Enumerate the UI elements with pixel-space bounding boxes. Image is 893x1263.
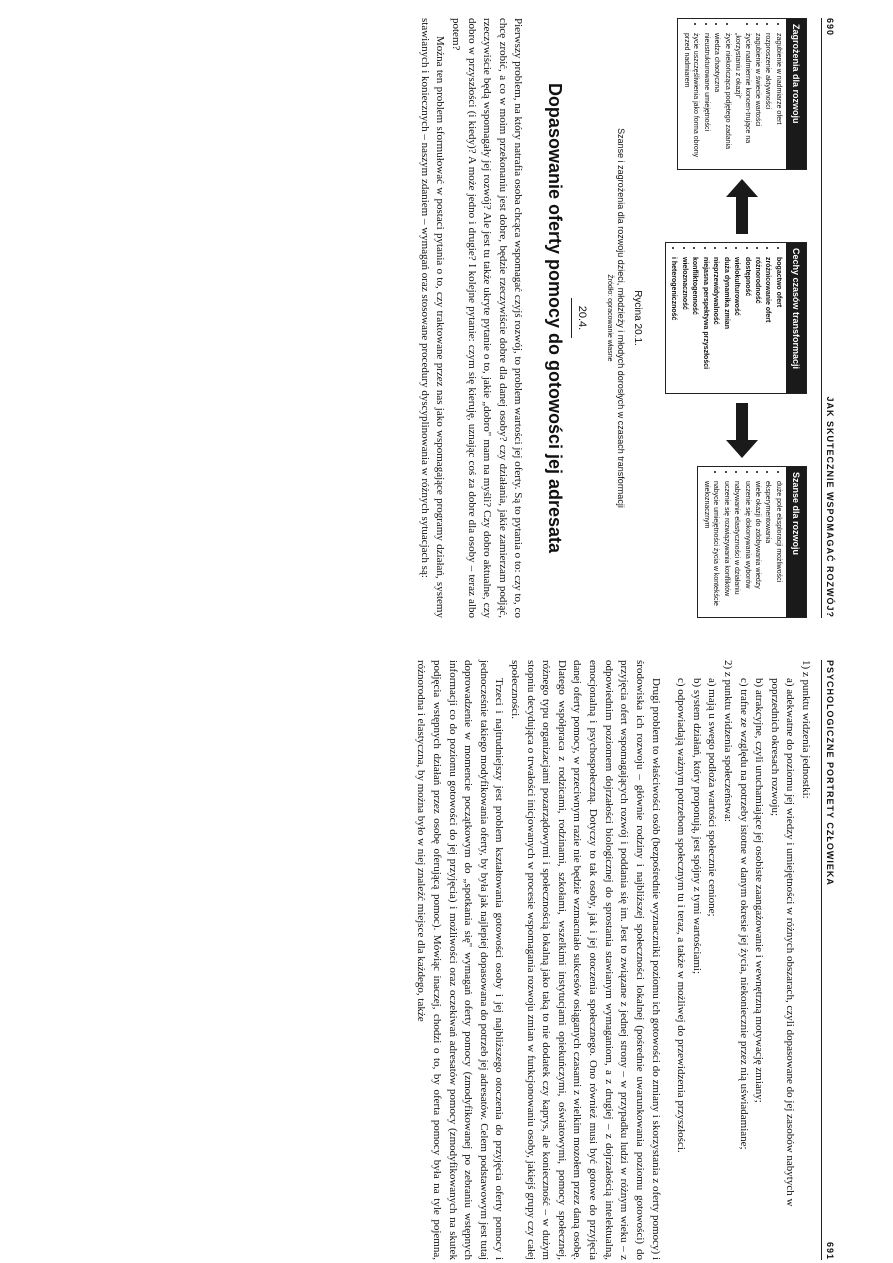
threats-box	[677, 18, 807, 170]
chance-item: • nabywanie elastyczności w działaniu	[732, 481, 741, 617]
right-page	[355, 660, 835, 1260]
left-running-title: JAK SKUTECZNIE WSPOMAGAĆ ROZWÓJ?	[825, 396, 835, 618]
section-number-text: 20.4.	[576, 305, 588, 331]
left-page-number: 690	[825, 18, 835, 37]
left-paragraph: Pierwszy problem, na który natrafia osoba chcąca wspomagać czyjś rozwój, to problem wartości jej oferty. Są to pytania o to: czy to, co chcę zrobić, a co w moim przekonaniu jest dobre, będzie rzeczywiście dobre dla danej osoby? czy działania, jakie zamierzam podjąć, rzeczywiście będą wspomagały jej rozwój? Ale jest tu także ukryte pytanie o to, jakie „dobro" mam na myśli? Czy dobro aktualne, czy dobro w przyszłości (i kiedy)? A może jedno i drugie? I kolejne pytanie: czym się kieruję, uznając coś za dobre dla osoby – teraz albo potem?	[449, 18, 525, 618]
feature-item: • wieloznaczność	[679, 257, 688, 393]
list-item: 2) z punktu widzenia społeczeństwa:	[721, 660, 734, 822]
list-item: a) mają u swego podłoża wartości społecznie cenione;	[706, 678, 719, 917]
threat-item: • życie niekończąca podjętego zadania	[722, 33, 731, 169]
threats-header: Zagrożenia dla rozwoju	[786, 19, 806, 169]
features-header: Cechy czasów transformacji	[786, 243, 806, 393]
criteria-list	[673, 660, 813, 1260]
right-page-number: 691	[825, 1241, 835, 1260]
list-item: 1) z punktu widzenia jednostki:	[800, 660, 812, 799]
right-paragraph: Drugi problem to właściwości osób (bezpośrednie wyznaczniki poziomu ich gotowości do zmiany i skorzystania z oferty pomocy) i środowiska ich rozwoju – głównie rodziny i najbliższej społeczności lokalnej (pośrednie uwarunkowania poziomu gotowości) do przyjęcia ofert wspomagających rozwój i poddania się im. Jest to związane z jednej strony – w przypadku ludzi w różnym wieku – z odpowiednim poziomem dojrzałości biologicznej do sprostania stawianym wymaganiom, a z drugiej – z dojrzałością intelektualną, emocjonalną i psychospołeczną. Dotyczy to tak osoby, jak i jej otoczenia społecznego. Ono również musi być gotowe do przyjęcia danej oferty pomocy, w przeciwnym razie nie będzie wzmacniało sukcesów osiąganych czasami z wielkim mozołem przez daną osobę. Dlatego współpraca z rodzicami, rodzinami, szkołami, wszelkimi instytucjami opiekuńczymi, oświatowymi, pomocy społecznej, różnego typu organizacjami pozarządowymi i społecznością lokalną jako taką to nie dodatek czy kaprys, ale konieczność – w dużym stopniu decydująca o trwałości inicjowanych w procesie wspomagania rozwoju zmian w funkcjonowaniu osoby, jakiejś grupy czy całej społeczności.	[509, 660, 662, 1260]
threat-item: • zagubienie w nadmiarze ofert	[773, 33, 782, 169]
threat-item: • życie nadmiernie koncen-trujące na „korzystaniu z okazji"	[733, 33, 752, 169]
threat-item: • wiedza chaotyczna	[712, 33, 721, 169]
list-item: a) adekwatne do poziomu jej wiedzy i umiejętności w różnych obszarach, czyli dopasowane do jej zasobów nabytych w poprzednich okresach rozwoju;	[768, 678, 797, 1207]
feature-item: • nieprzewidywalność	[711, 257, 720, 393]
features-box	[665, 242, 807, 394]
chance-item: • nabycie umiejętności życia w kontekście wieloznacznym	[701, 481, 720, 617]
figure-caption	[606, 18, 643, 618]
feature-item: • duża dynamika zmian	[721, 257, 730, 393]
feature-item: • i heterogeniczność	[669, 257, 678, 393]
chances-box	[697, 466, 807, 618]
right-running-header	[821, 660, 835, 1260]
list-item: c) odpowiadają ważnym potrzebom społecznym tu i teraz, a także w możliwej do przewidzenia przyszłości.	[675, 678, 688, 1153]
feature-item: • bogactwo ofert	[773, 257, 782, 393]
chance-item: • uczenie się rozwiązywania konfliktów	[721, 481, 730, 617]
left-running-header	[821, 18, 835, 618]
chances-header: Szanse dla rozwoju	[786, 467, 806, 617]
threat-item: • zagubienie w świecie wartości	[753, 33, 762, 169]
threat-item: • rozproszenie aktywności	[763, 33, 772, 169]
chance-item: • duże pole eksploracji możliwości	[773, 481, 782, 617]
chance-item: • eksperymentowania	[763, 481, 772, 617]
figure-20-1	[647, 18, 807, 618]
section-title: Dopasowanie oferty pomocy do gotowości jej adresata	[545, 82, 565, 554]
list-item: b) system działań, który proponują, jest spójny z tymi wartościami;	[690, 678, 703, 975]
chance-item: • uczenie się dokonywania wyborów	[742, 481, 751, 617]
section-rule	[571, 298, 572, 338]
feature-item: • konfliktogenność	[690, 257, 699, 393]
list-item: b) atrakcyjne, czyli uruchamiające jej osobiste zaangażowanie i wewnętrzną motywację zmiany;	[753, 678, 766, 1103]
feature-item: • dostępność	[742, 257, 751, 393]
figure-source: Źródło: opracowanie własne	[606, 274, 613, 362]
feature-item: • niejasna perspektywa przyszłości	[700, 257, 709, 393]
arrow-right-icon	[722, 403, 762, 458]
figure-caption-text: Szanse i zagrożenia dla rozwoju dzieci, młodzieży i młodych dorosłych w czasach transformacji	[616, 128, 626, 508]
list-item: c) trafne ze względu na potrzeby istotne w danym okresie jej życia, niekoniecznie przez nią uświadamiane;	[737, 678, 750, 1150]
feature-item: • wielokulturowość	[732, 257, 741, 393]
threat-item: • nieustrukturowane umiejętności	[701, 33, 710, 169]
arrow-left-icon	[722, 179, 762, 234]
feature-item: • zróżnicowanie ofert	[763, 257, 772, 393]
right-running-title: PSYCHOLOGICZNE PORTRETY CZŁOWIEKA	[825, 660, 835, 886]
feature-item: • różnorodność	[753, 257, 762, 393]
figure-number: Rycina 20.1.	[632, 290, 643, 346]
chance-item: • wiele okazji do zdobywania wiedzy	[753, 481, 762, 617]
left-paragraph: Można ten problem sformułować w postaci pytania o to, czy traktowane przez nas jako wspomagające programy działań, systemy stawianych i koniecznych – naszym zdaniem – wymagań oraz stosowane procedury dyscyplinowania w różnych sytuacjach są:	[418, 18, 447, 618]
threat-item: • życie uszczęśliwienia jako forma obrony przed nadmiarem	[681, 33, 700, 169]
section-number	[571, 18, 588, 618]
right-paragraph: Trzeci i najtrudniejszy jest problem kształtowania gotowości osoby i jej najbliższego otoczenia do przyjęcia oferty pomocy i jednocześnie takiego modyfikowania oferty, by była jak najlepiej dopasowana do potrzeb jej adresatów. Celem podstawowym jest tutaj doprowadzenie w momencie początkowym do „spotkania się" wymagań oferty pomocy (zmodyfikowanej po zebraniu wstępnych informacji co do poziomu gotowości do jej przyjęcia) i możliwości oraz oczekiwań adresatów pomocy (zmodyfikowanych na skutek podjęcia wstępnych działań przez osobę oferującą pomoc). Mówiąc inaczej, chodzi o to, by oferta pomocy była na tyle pojemna, różnorodna i elastyczna, by można było w niej znaleźć miejsce dla każdego, także	[415, 660, 506, 1260]
left-page	[355, 18, 835, 618]
